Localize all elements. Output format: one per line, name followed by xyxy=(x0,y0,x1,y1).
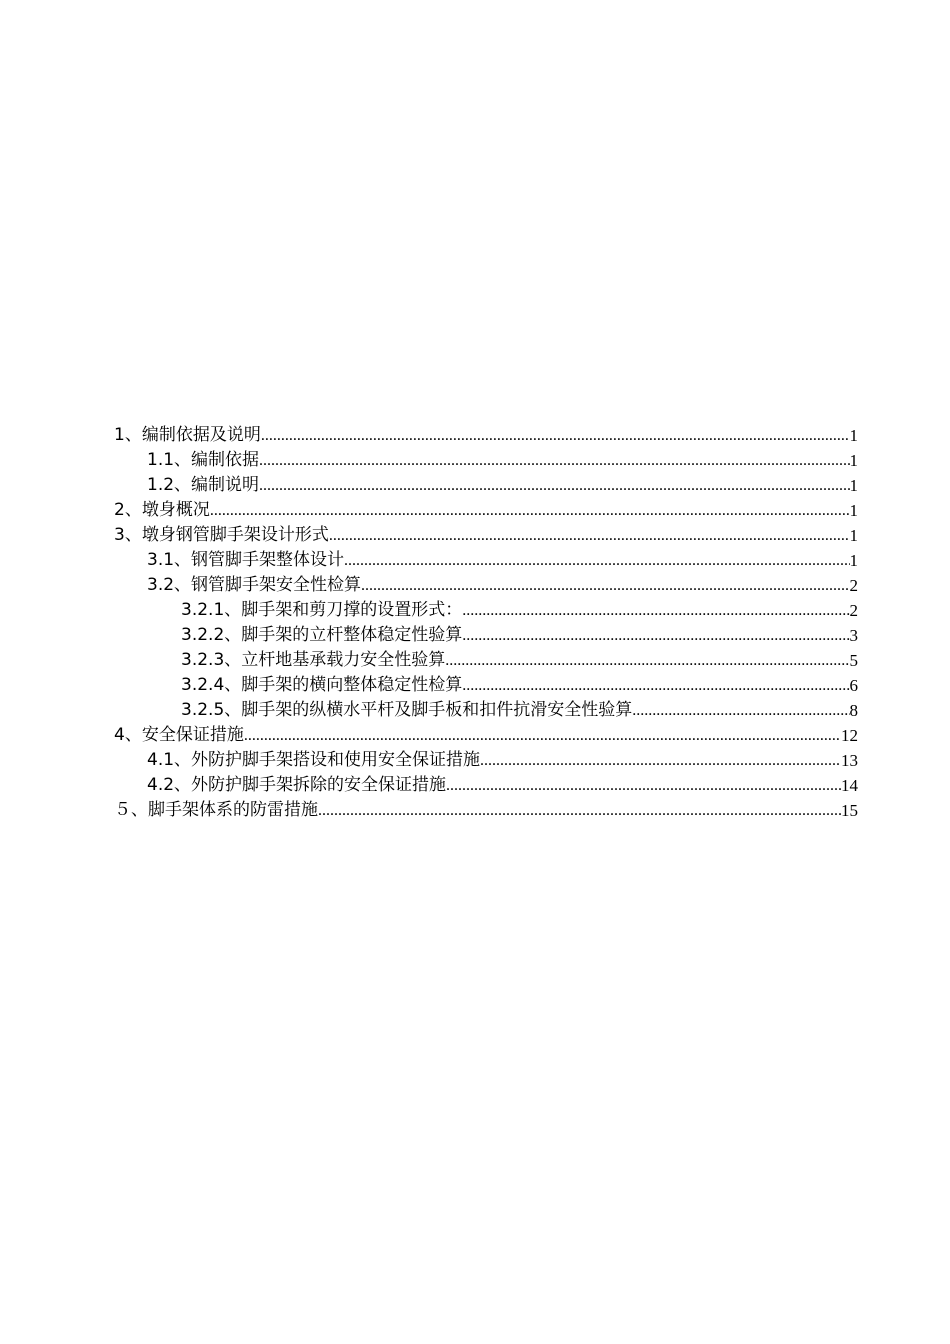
toc-entry-page: 1 xyxy=(849,501,858,520)
toc-entry-page: 14 xyxy=(841,776,858,795)
toc-entry[interactable] xyxy=(147,548,858,573)
toc-dot-leader xyxy=(462,673,849,698)
toc-entry-title: 1、编制依据及说明 xyxy=(114,425,261,445)
toc-dot-leader xyxy=(632,698,849,723)
toc-entry[interactable] xyxy=(147,748,858,773)
toc-entry[interactable] xyxy=(181,698,858,723)
toc-dot-leader xyxy=(462,598,849,623)
toc-entry-page: 15 xyxy=(841,801,858,820)
toc-entry-page: 1 xyxy=(849,426,858,445)
toc-entry-title: 4、安全保证措施 xyxy=(114,725,244,745)
toc-dot-leader xyxy=(210,498,850,523)
toc-entry-title: 3.2.3、立杆地基承载力安全性验算 xyxy=(181,650,446,670)
toc-entry[interactable] xyxy=(114,498,858,523)
toc-dot-leader xyxy=(259,448,849,473)
toc-entry-page: 1 xyxy=(849,476,858,495)
toc-entry[interactable] xyxy=(114,723,858,748)
toc-entry-title: ５、脚手架体系的防雷措施 xyxy=(114,800,318,820)
toc-dot-leader xyxy=(462,623,849,648)
toc-dot-leader xyxy=(344,548,849,573)
toc-entry[interactable] xyxy=(147,573,858,598)
toc-entry-page: 6 xyxy=(849,676,858,695)
toc-entry-page: 5 xyxy=(849,651,858,670)
toc-entry-title: 3.2.5、脚手架的纵横水平杆及脚手板和扣件抗滑安全性验算 xyxy=(181,700,633,720)
toc-entry[interactable] xyxy=(147,473,858,498)
toc-dot-leader xyxy=(329,523,850,548)
toc-entry-page: 8 xyxy=(849,701,858,720)
toc-entry[interactable] xyxy=(114,798,858,823)
toc-entry-title: 4.1、外防护脚手架搭设和使用安全保证措施 xyxy=(147,750,481,770)
toc-entry[interactable] xyxy=(114,423,858,448)
toc-dot-leader xyxy=(445,648,849,673)
toc-entry[interactable] xyxy=(147,448,858,473)
toc-entry-page: 12 xyxy=(841,726,858,745)
toc-entry[interactable] xyxy=(181,598,858,623)
toc-dot-leader xyxy=(261,423,850,448)
toc-entry-page: 13 xyxy=(841,751,858,770)
toc-entry-title: 2、墩身概况 xyxy=(114,500,210,520)
toc-entry-title: 3.2、钢管脚手架安全性检算 xyxy=(147,575,362,595)
toc-entry[interactable] xyxy=(147,773,858,798)
toc-entry-title: 3.2.1、脚手架和剪刀撑的设置形式： xyxy=(181,600,463,620)
toc-entry-title: 1.1、编制依据 xyxy=(147,450,260,470)
toc-dot-leader xyxy=(480,748,841,773)
toc-dot-leader xyxy=(361,573,849,598)
toc-entry-page: 2 xyxy=(849,601,858,620)
toc-dot-leader xyxy=(244,723,841,748)
toc-dot-leader xyxy=(318,798,841,823)
toc-entry-title: 4.2、外防护脚手架拆除的安全保证措施 xyxy=(147,775,447,795)
toc-dot-leader xyxy=(259,473,849,498)
toc-entry-title: 3.2.2、脚手架的立杆整体稳定性验算 xyxy=(181,625,463,645)
toc-entry-page: 1 xyxy=(849,526,858,545)
toc-dot-leader xyxy=(446,773,841,798)
toc-entry[interactable] xyxy=(181,673,858,698)
toc-entry-title: 3.1、钢管脚手架整体设计 xyxy=(147,550,345,570)
toc-entry-page: 3 xyxy=(849,626,858,645)
toc-entry[interactable] xyxy=(181,623,858,648)
toc-entry-title: 1.2、编制说明 xyxy=(147,475,260,495)
toc-entry[interactable] xyxy=(114,523,858,548)
toc-entry-page: 2 xyxy=(849,576,858,595)
toc-entry-title: 3、墩身钢管脚手架设计形式 xyxy=(114,525,329,545)
toc-entry-page: 1 xyxy=(849,451,858,470)
toc-entry[interactable] xyxy=(181,648,858,673)
toc-entry-page: 1 xyxy=(849,551,858,570)
toc-entry-title: 3.2.4、脚手架的横向整体稳定性检算 xyxy=(181,675,463,695)
